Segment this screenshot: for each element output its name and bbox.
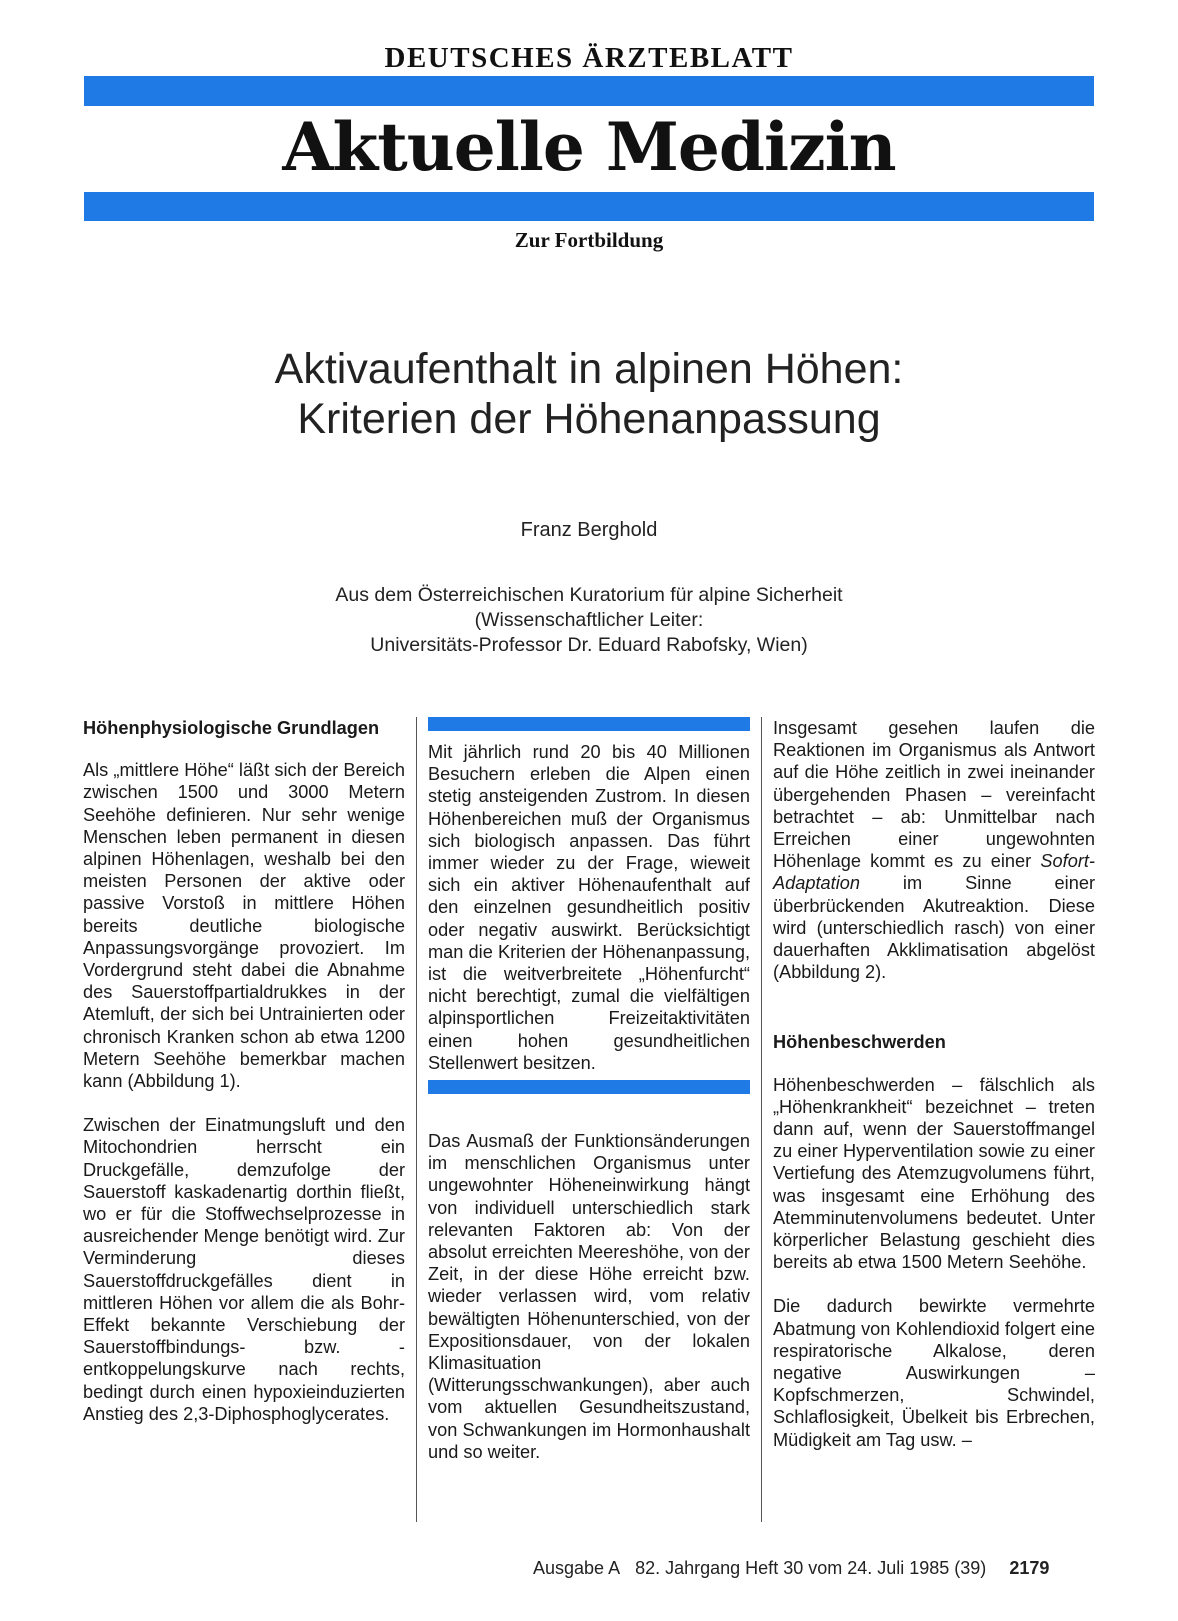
column-divider — [416, 717, 417, 1522]
column-divider — [761, 717, 762, 1522]
paragraph: Das Ausmaß der Funktionsänderungen im menschlichen Organismus unter ungewohnter Höheneinwirkung hängt von individuell unterschiedlich stark relevanten Faktoren ab: Von der absolut erreichten Meereshöhe, von der Zeit, in der diese Höhe erreicht bzw. wieder verlassen wird, vom relativ bewältigten Höhenunterschied, von der Expositionsdauer, von der lokalen Klimasituation (Witterungsschwankungen), aber auch vom aktuellen Gesundheitszustand, von Schwankungen im Hormonhaushalt und so weiter. — [428, 1131, 750, 1462]
affiliation — [0, 583, 1178, 658]
footer-edition: Ausgabe A — [533, 1558, 621, 1578]
masthead-bar-bottom — [84, 192, 1094, 221]
masthead-bar-top — [84, 76, 1094, 106]
paragraph: Höhenbeschwerden – fälschlich als „Höhenkrankheit“ bezeichnet – treten dann auf, wenn der Sauerstoffmangel zu einer Hyperventilation sowie zu einer Vertiefung des Atemzugvolumens führt, was insgesamt eine Erhöhung des Atemminutenvolumens bedeutet. Unter körperlicher Belastung geschieht dies bereits ab etwa 1500 Metern Seehöhe. — [773, 1074, 1095, 1273]
article-title-line1: Aktivaufenthalt in alpinen Höhen: — [274, 345, 904, 393]
heading-hoehenbeschwerden: Höhenbeschwerden — [773, 1032, 946, 1053]
article-title — [0, 344, 1178, 444]
section-title: Aktuelle Medizin — [282, 108, 896, 186]
column-2 — [428, 717, 750, 1485]
column-1 — [83, 717, 405, 1447]
publication-name: DEUTSCHES ÄRZTEBLATT — [384, 42, 794, 74]
heading-hoehenphysiologische-grundlagen: Höhenphysiologische Grundlagen — [83, 718, 380, 738]
summary-box-bar-bottom — [428, 1080, 750, 1094]
column-3 — [773, 717, 1095, 1473]
page-footer — [533, 1558, 1049, 1579]
rubric: Zur Fortbildung — [514, 228, 664, 252]
paragraph: Als „mittlere Höhe“ läßt sich der Bereich zwischen 1500 und 3000 Metern Seehöhe definieren. Nur sehr wenige Menschen leben permanent in diesen alpinen Höhenlagen, weshalb bei den meisten Personen der aktive oder passive Vorstoß in mittlere Höhen bereits deutliche biologische Anpassungsvorgänge provoziert. Im Vordergrund steht dabei die Abnahme des Sauerstoffpartialdrukkes in der Atemluft, der sich bei Untrainierten oder chronisch Kranken schon ab etwa 1200 Metern Seehöhe bemerkbar machen kann (Abbildung 1). — [83, 760, 405, 1092]
paragraph: Die dadurch bewirkte vermehrte Abatmung von Kohlendioxid folgert eine respiratorische Alkalose, deren negative Auswirkungen – Kopfschmerzen, Schwindel, Schlaflosigkeit, Übelkeit bis Erbrechen, Müdigkeit am Tag usw. – — [773, 1296, 1095, 1450]
summary-box — [428, 717, 750, 1094]
affiliation-line3: Universitäts-Professor Dr. Eduard Rabofsky, Wien) — [370, 634, 808, 656]
paragraph: Zwischen der Einatmungsluft und den Mitochondrien herrscht ein Druckgefälle, demzufolge der Sauerstoff kaskadenartig dorthin fließt, wo er für die Stoffwechselprozesse in ausreichender Menge benötigt wird. Zur Verminderung dieses Sauerstoffdruckgefälles dient in mittleren Höhen vor allem die als Bohr-Effekt bekannte Verschiebung der Sauerstoffbindungs- bzw. -entkoppelungskurve nach rechts, bedingt durch einen hypoxieinduzierten Anstieg des 2,3-Diphosphoglycerates. — [83, 1115, 405, 1424]
term-sofort-adaptation: Sofort-Adaptation — [773, 851, 1095, 894]
footer-issue: 82. Jahrgang Heft 30 vom 24. Juli 1985 (39) — [635, 1558, 987, 1578]
affiliation-line1: Aus dem Österreichischen Kuratorium für alpine Sicherheit — [335, 584, 843, 606]
summary-box-bar-top — [428, 717, 750, 731]
article-title-line2: Kriterien der Höhenanpassung — [297, 395, 881, 443]
affiliation-line2: (Wissenschaftlicher Leiter: — [474, 609, 704, 631]
author-name: Franz Berghold — [520, 519, 658, 541]
paragraph: Insgesamt gesehen laufen die Reaktionen im Organismus als Antwort auf die Höhe zeitlich in zwei ineinander übergehenden Phasen – vereinfacht betrachtet – ab: Unmittelbar nach Erreichen einer ungewohnten Höhenlage kommt es zu einer Sofort-Adaptation im Sinne einer überbrückenden Akutreaktion. Diese wird (unterschiedlich rasch) von einer dauerhaften Akklimatisation abgelöst (Abbildung 2). — [773, 718, 1095, 983]
summary-box-text: Mit jährlich rund 20 bis 40 Millionen Besuchern erleben die Alpen einen stetig ansteigenden Zustrom. In diesen Höhenbereichen muß der Organismus sich biologisch anpassen. Das führt immer wieder zu der Frage, wieweit sich ein aktiver Höhenaufenthalt auf den einzelnen gesundheitlich positiv oder negativ auswirkt. Berücksichtigt man die Kriterien der Höhenanpassung, ist die weitverbreitete „Höhenfurcht“ nicht berechtigt, zumal die vielfältigen alpinsportlichen Freizeitaktivitäten einen hohen gesundheitlichen Stellenwert besitzen. — [428, 742, 750, 1073]
page-number: 2179 — [1009, 1558, 1050, 1578]
